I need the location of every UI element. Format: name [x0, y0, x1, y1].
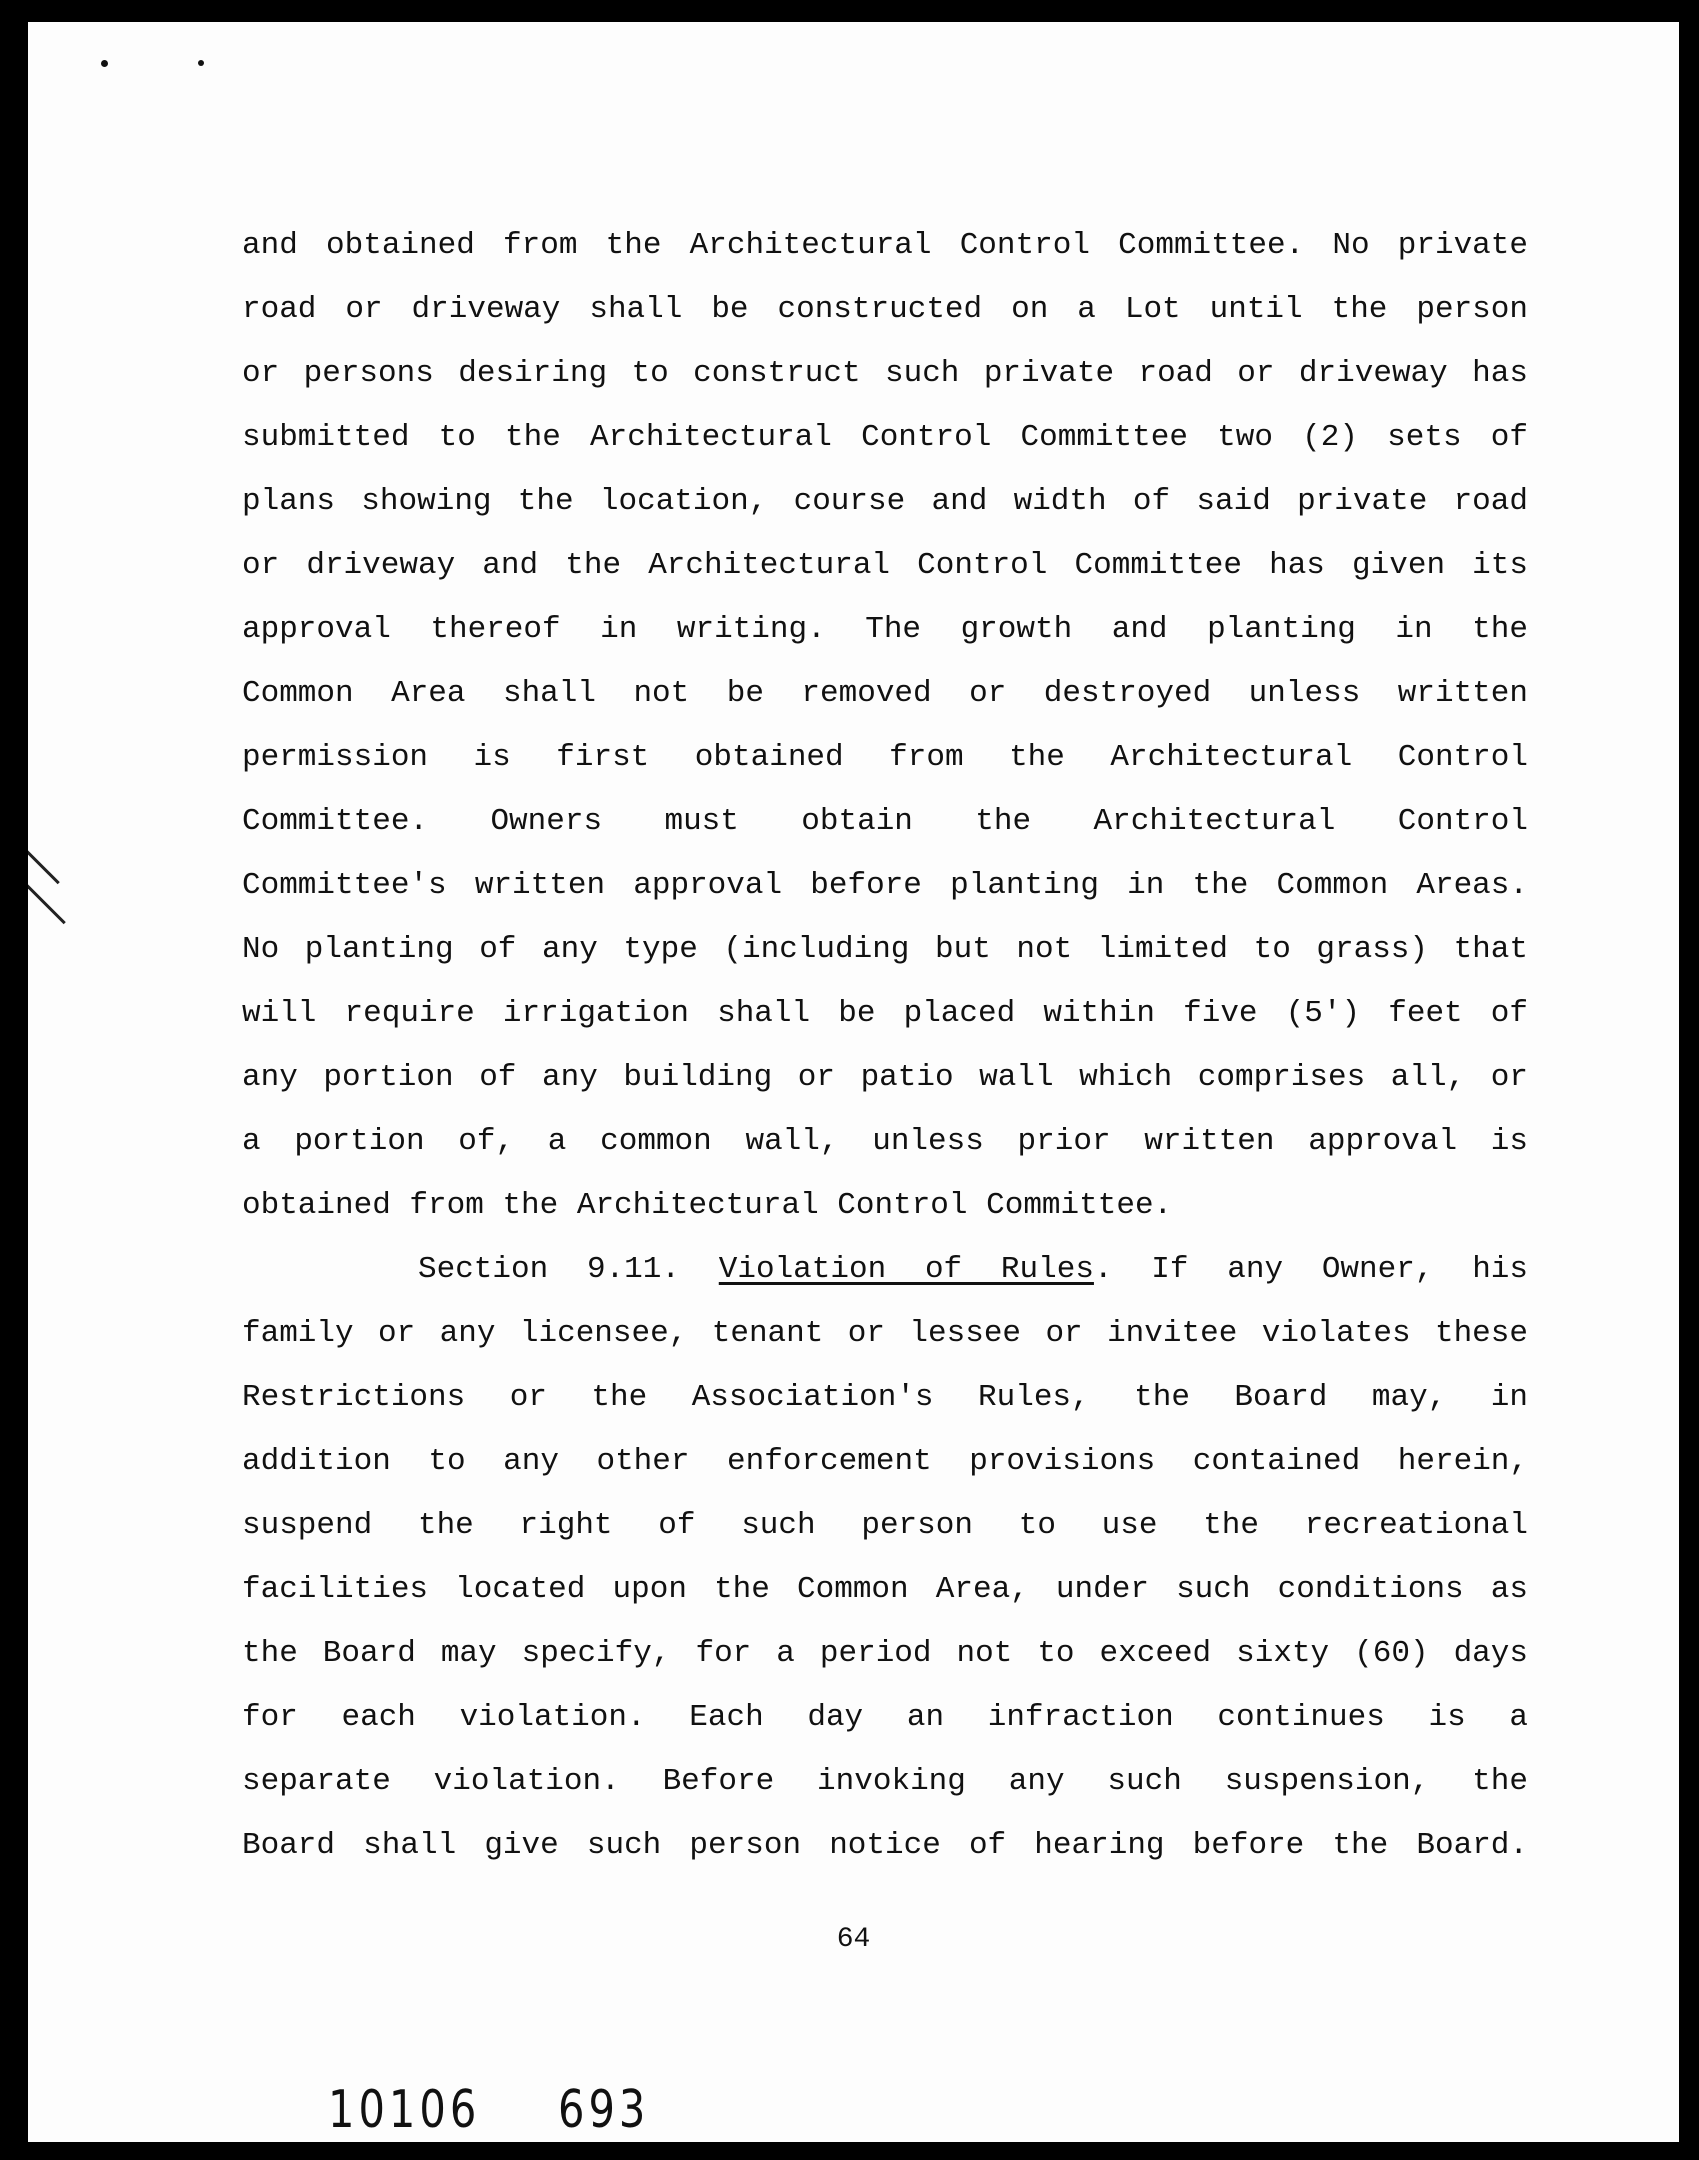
recording-stamp-book: 10106: [328, 2080, 481, 2140]
body-line: any portion of any building or patio wall which comprises all, or: [242, 1060, 1528, 1095]
body-line: Committee's written approval before planting in the Common Areas.: [242, 868, 1528, 903]
body-line: Common Area shall not be removed or destroyed unless written: [242, 676, 1528, 711]
scan-edge-mark: [28, 840, 60, 885]
body-line: submitted to the Architectural Control Committee two (2) sets of: [242, 420, 1528, 455]
body-line: Committee. Owners must obtain the Architectural Control: [242, 804, 1528, 839]
body-line: or driveway and the Architectural Control Committee has given its: [242, 548, 1528, 583]
section-line: suspend the right of such person to use the recreational: [242, 1508, 1528, 1543]
recording-stamp-page: 693: [558, 2080, 650, 2140]
section-line: Board shall give such person notice of hearing before the Board.: [242, 1828, 1528, 1863]
body-line: No planting of any type (including but not limited to grass) that: [242, 932, 1528, 967]
body-line: plans showing the location, course and width of said private road: [242, 484, 1528, 519]
section-line: Restrictions or the Association's Rules, the Board may, in: [242, 1380, 1528, 1415]
body-line: approval thereof in writing. The growth and planting in the: [242, 612, 1528, 647]
body-line: road or driveway shall be constructed on a Lot until the person: [242, 292, 1528, 327]
body-line: a portion of, a common wall, unless prior written approval is: [242, 1124, 1528, 1159]
document-page: [28, 22, 1679, 2142]
scan-edge-mark: [28, 880, 66, 925]
section-line: addition to any other enforcement provisions contained herein,: [242, 1444, 1528, 1479]
section-line: family or any licensee, tenant or lessee or invitee violates these: [242, 1316, 1528, 1351]
body-line: or persons desiring to construct such private road or driveway has: [242, 356, 1528, 391]
section-line: the Board may specify, for a period not to exceed sixty (60) days: [242, 1636, 1528, 1671]
body-line: and obtained from the Architectural Control Committee. No private: [242, 228, 1528, 263]
scan-speck: [101, 60, 108, 67]
section-number: Section 9.11.: [418, 1252, 680, 1287]
body-text: [242, 214, 1528, 1878]
section-first-line-text: . If any Owner, his: [1093, 1252, 1529, 1287]
body-line: will require irrigation shall be placed within five (5') feet of: [242, 996, 1528, 1031]
body-line: obtained from the Architectural Control Committee.: [242, 1188, 1173, 1223]
section-title: Violation of Rules: [718, 1252, 1094, 1287]
page-number: 64: [836, 1924, 871, 1955]
body-line: permission is first obtained from the Architectural Control: [242, 740, 1528, 775]
section-line: separate violation. Before invoking any such suspension, the: [242, 1764, 1528, 1799]
section-heading-line: [242, 1238, 1528, 1302]
scan-speck: [198, 60, 204, 66]
section-line: facilities located upon the Common Area, under such conditions as: [242, 1572, 1528, 1607]
section-line: for each violation. Each day an infraction continues is a: [242, 1700, 1528, 1735]
